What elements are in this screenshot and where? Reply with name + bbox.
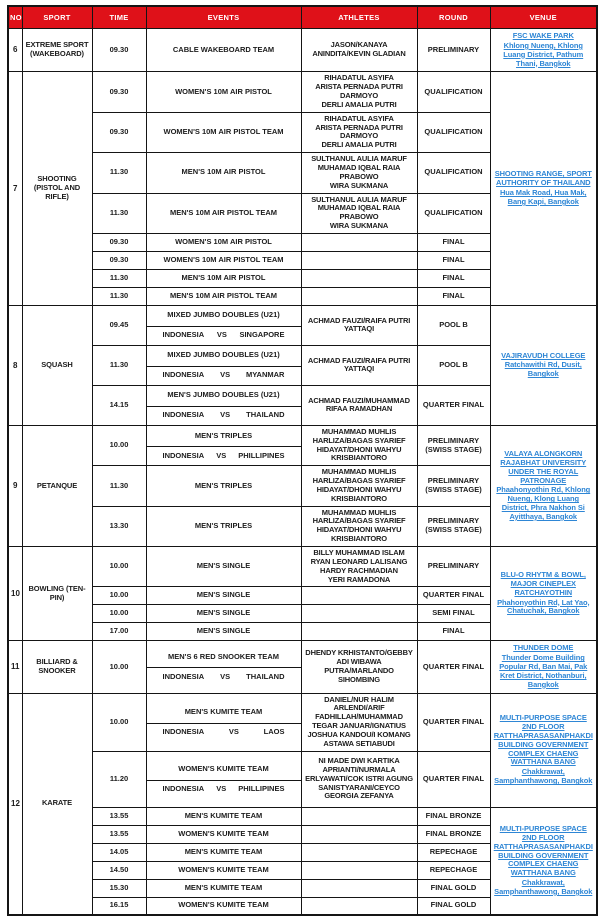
athletes-cell xyxy=(301,251,417,269)
time-cell: 17.00 xyxy=(92,623,146,641)
time-cell: 09.30 xyxy=(92,112,146,152)
time-cell: 10.00 xyxy=(92,547,146,587)
event-cell: WOMEN'S 10M AIR PISTOL TEAM xyxy=(146,251,301,269)
venue-link[interactable] xyxy=(494,714,594,786)
event-cell: MEN'S 10M AIR PISTOL xyxy=(146,269,301,287)
athlete-line: MUHAMAD IQBAL RAIA PRABOWO xyxy=(317,162,401,181)
athlete-line: JASON/KANAYA ANINDITA/KEVIN GLADIAN xyxy=(312,40,406,59)
athlete-line: DHENDY KRHISTANTO/GEBBY ADI WIBAWA PUTRA/MARLANDO SIHOMBING xyxy=(305,648,413,684)
event-name: MEN'S TRIPLES xyxy=(194,430,253,440)
athlete-line: SULTHANUL AULIA MARUF xyxy=(311,154,407,164)
athlete-line: WIRA SUKMANA xyxy=(329,180,389,190)
no-cell: 12 xyxy=(8,693,22,915)
athletes-cell xyxy=(301,861,417,879)
athlete-line: ACHMAD FAUZI/RAIFA PUTRI YATTAQI xyxy=(307,315,411,334)
venue-name: VALAYA ALONGKORN RAJABHAT UNIVERSITY UNDER THE ROYAL PATRONAGE xyxy=(500,449,587,485)
athlete-line: MUHAMMAD MUHLIS HARLIZA/BAGAS SYARIEF HIDAYAT/DHONI WAHYU KRISBIANTORO xyxy=(312,467,406,503)
no-cell: 6 xyxy=(8,29,22,72)
round-cell: QUALIFICATION xyxy=(417,153,490,193)
athlete-line: ACHMAD FAUZI/MUHAMMAD RIFAA RAMADHAN xyxy=(308,395,410,414)
event-name: WOMEN'S KUMITE TEAM xyxy=(178,764,269,774)
event-name: MEN'S JUMBO DOUBLES (U21) xyxy=(167,390,280,400)
venue-cell xyxy=(490,547,597,641)
event-cell: MEN'S 10M AIR PISTOL xyxy=(146,153,301,193)
sport-cell: BILLIARD & SNOOKER xyxy=(22,641,92,693)
match-vs-label: VS xyxy=(220,672,231,682)
round-cell: PRELIMINARY (SWISS STAGE) xyxy=(417,466,490,506)
match-line xyxy=(147,366,301,385)
match-vs-label: VS xyxy=(216,330,227,340)
venue-cell xyxy=(490,72,597,306)
round-cell: REPECHAGE xyxy=(417,843,490,861)
round-cell: QUARTER FINAL xyxy=(417,587,490,605)
event-cell: WOMEN'S 10M AIR PISTOL xyxy=(146,72,301,112)
athletes-cell xyxy=(301,385,417,425)
event-cell: MEN'S KUMITE TEAM xyxy=(146,879,301,897)
athletes-cell xyxy=(301,587,417,605)
match-line xyxy=(147,446,301,465)
time-cell: 11.20 xyxy=(92,751,146,807)
match-away-team: PHILLIPINES xyxy=(238,784,285,794)
round-cell: POOL B xyxy=(417,305,490,345)
venue-address: Chakkrawat, Samphanthawong, Bangkok xyxy=(494,767,593,786)
sport-cell: SQUASH xyxy=(22,305,92,425)
athletes-cell xyxy=(301,29,417,72)
event-cell xyxy=(146,345,301,385)
venue-address: Thunder Dome Building Popular Rd, Ban Mai, Pak Kret District, Nothanburi, Bangkok xyxy=(499,653,588,689)
athletes-cell xyxy=(301,843,417,861)
athletes-cell xyxy=(301,879,417,897)
match-home-team: INDONESIA xyxy=(162,370,205,380)
time-cell: 13.55 xyxy=(92,807,146,825)
venue-link[interactable] xyxy=(494,644,594,689)
venue-name: MULTI-PURPOSE SPACE 2ND FLOOR RATTHAPRASASANPHAKDI BUILDING GOVERNMENT COMPLEX CHAENG WATTHANA BANG xyxy=(493,713,593,767)
venue-name: THUNDER DOME xyxy=(513,643,574,653)
athlete-line: MUHAMAD IQBAL RAIA PRABOWO xyxy=(317,203,401,222)
event-cell: MEN'S SINGLE xyxy=(146,623,301,641)
time-cell: 10.00 xyxy=(92,693,146,751)
venue-name: BLU-O RHYTM & BOWL, MAJOR CINEPLEX RATCHAYOTHIN xyxy=(500,570,586,597)
venue-address: Chakkrawat, Samphanthawong, Bangkok xyxy=(494,878,593,896)
round-cell: FINAL BRONZE xyxy=(417,825,490,843)
event-cell: WOMEN'S KUMITE TEAM xyxy=(146,825,301,843)
header-round: ROUND xyxy=(417,6,490,29)
time-cell: 10.00 xyxy=(92,425,146,465)
venue-link[interactable] xyxy=(494,32,594,68)
athlete-line: NI MADE DWI KARTIKA APRIANTI/NURMALA ERLYAWATI/COK ISTRI AGUNG SANISTYARANI/CEYCO GEORGIA ZEFANYA xyxy=(305,756,413,801)
event-name: MIXED JUMBO DOUBLES (U21) xyxy=(167,350,280,360)
athletes-cell xyxy=(301,547,417,587)
athletes-cell xyxy=(301,287,417,305)
match-vs-label: VS xyxy=(216,784,227,794)
match-home-team: INDONESIA xyxy=(162,727,205,737)
no-cell: 9 xyxy=(8,425,22,546)
athlete-line: BILLY MUHAMMAD ISLAM xyxy=(313,548,405,557)
athletes-cell xyxy=(301,466,417,506)
event-cell xyxy=(146,751,301,807)
match-away-team: MYANMAR xyxy=(246,370,285,380)
time-cell: 10.00 xyxy=(92,641,146,693)
time-cell: 13.30 xyxy=(92,506,146,546)
time-cell: 11.30 xyxy=(92,193,146,233)
match-line xyxy=(147,406,301,425)
time-cell: 14.15 xyxy=(92,385,146,425)
athletes-cell xyxy=(301,269,417,287)
athlete-line: HARDY RACHMADIAN xyxy=(320,565,398,575)
table-row xyxy=(8,547,597,587)
event-cell: WOMEN'S KUMITE TEAM xyxy=(146,861,301,879)
header-venue: VENUE xyxy=(490,6,597,29)
match-away-team: PHILLIPINES xyxy=(238,450,285,460)
athletes-cell xyxy=(301,506,417,546)
venue-name: VAJIRAVUDH COLLEGE xyxy=(501,350,586,360)
athlete-line: MUHAMMAD MUHLIS HARLIZA/BAGAS SYARIEF HIDAYAT/DHONI WAHYU KRISBIANTORO xyxy=(312,507,406,544)
no-cell: 7 xyxy=(8,72,22,306)
round-cell: PRELIMINARY (SWISS STAGE) xyxy=(417,506,490,546)
event-cell: WOMEN'S 10M AIR PISTOL TEAM xyxy=(146,112,301,152)
header-time: TIME xyxy=(92,6,146,29)
event-cell xyxy=(146,693,301,751)
event-cell: WOMEN'S KUMITE TEAM xyxy=(146,897,301,915)
event-name: MIXED JUMBO DOUBLES (U21) xyxy=(167,310,280,320)
header-row xyxy=(8,6,597,29)
sport-cell: KARATE xyxy=(22,693,92,915)
athletes-cell xyxy=(301,193,417,233)
round-cell: FINAL BRONZE xyxy=(417,807,490,825)
round-cell: FINAL xyxy=(417,233,490,251)
venue-address: Phahonyothin Rd, Lat Yao, Chatuchak, Bangkok xyxy=(497,597,590,616)
event-cell xyxy=(146,305,301,345)
no-cell: 11 xyxy=(8,641,22,693)
venue-link[interactable] xyxy=(494,571,594,616)
event-cell: WOMEN'S 10M AIR PISTOL xyxy=(146,233,301,251)
sport-cell: SHOOTING (PISTOL AND RIFLE) xyxy=(22,72,92,306)
sport-cell: PETANQUE xyxy=(22,425,92,546)
event-cell: MEN'S TRIPLES xyxy=(146,506,301,546)
event-name: MEN'S KUMITE TEAM xyxy=(184,707,263,717)
header-athletes: ATHLETES xyxy=(301,6,417,29)
time-cell: 11.30 xyxy=(92,153,146,193)
match-line xyxy=(147,667,301,686)
table-row xyxy=(8,29,597,72)
match-home-team: INDONESIA xyxy=(162,784,205,794)
venue-cell xyxy=(490,693,597,807)
athletes-cell xyxy=(301,425,417,465)
match-line xyxy=(147,780,301,799)
match-vs-label: VS xyxy=(220,410,231,420)
round-cell: FINAL xyxy=(417,251,490,269)
athlete-line: ACHMAD FAUZI/RAIFA PUTRI YATTAQI xyxy=(307,355,411,374)
round-cell: FINAL xyxy=(417,287,490,305)
venue-address: Hua Mak Road, Hua Mak, Bang Kapi, Bangkok xyxy=(499,188,587,206)
time-cell: 10.00 xyxy=(92,587,146,605)
time-cell: 14.50 xyxy=(92,861,146,879)
event-cell xyxy=(146,425,301,465)
match-away-team: SINGAPORE xyxy=(239,330,285,340)
athlete-line: RYAN LEONARD LALISANG xyxy=(310,556,408,566)
time-cell: 16.15 xyxy=(92,897,146,915)
event-cell: MEN'S SINGLE xyxy=(146,547,301,587)
round-cell: QUALIFICATION xyxy=(417,112,490,152)
athletes-cell xyxy=(301,623,417,641)
round-cell: QUALIFICATION xyxy=(417,72,490,112)
table-row xyxy=(8,425,597,465)
round-cell: REPECHAGE xyxy=(417,861,490,879)
venue-cell xyxy=(490,425,597,546)
event-cell: MEN'S KUMITE TEAM xyxy=(146,843,301,861)
venue-link[interactable] xyxy=(494,450,594,522)
round-cell: QUARTER FINAL xyxy=(417,641,490,693)
sport-cell: EXTREME SPORT (WAKEBOARD) xyxy=(22,29,92,72)
event-cell: MEN'S SINGLE xyxy=(146,587,301,605)
time-cell: 13.55 xyxy=(92,825,146,843)
athlete-line: DERLI AMALIA PUTRI xyxy=(321,140,397,150)
table-row xyxy=(8,305,597,345)
time-cell: 11.30 xyxy=(92,269,146,287)
match-vs-label: VS xyxy=(228,727,239,737)
athletes-cell xyxy=(301,825,417,843)
athletes-cell xyxy=(301,751,417,807)
venue-address: Phaahonyothin Rd, Khlong Nueng, Klong Luang District, Phra Nakhon Si Ayitthaya, Bangkok xyxy=(496,485,591,521)
athlete-line: YERI RAMADONA xyxy=(327,574,391,584)
sport-cell: BOWLING (TEN-PIN) xyxy=(22,547,92,641)
time-cell: 15.30 xyxy=(92,879,146,897)
schedule-body xyxy=(8,29,597,916)
round-cell: POOL B xyxy=(417,345,490,385)
no-cell: 10 xyxy=(8,547,22,641)
athletes-cell xyxy=(301,153,417,193)
event-cell: MEN'S SINGLE xyxy=(146,605,301,623)
round-cell: QUARTER FINAL xyxy=(417,385,490,425)
event-cell xyxy=(146,385,301,425)
match-line xyxy=(147,723,301,742)
athlete-line: SULTHANUL AULIA MARUF xyxy=(311,194,407,204)
athletes-cell xyxy=(301,305,417,345)
athletes-cell xyxy=(301,641,417,693)
event-name: MEN'S 6 RED SNOOKER TEAM xyxy=(168,652,279,662)
athlete-line: WIRA SUKMANA xyxy=(329,221,389,231)
athlete-line: RIHADATUL ASYIFA xyxy=(324,113,394,123)
round-cell: FINAL xyxy=(417,623,490,641)
table-row xyxy=(8,641,597,693)
no-cell: 8 xyxy=(8,305,22,425)
round-cell: FINAL xyxy=(417,269,490,287)
venue-name: SHOOTING RANGE, SPORT AUTHORITY OF THAILAND xyxy=(494,169,592,188)
venue-address: Ratchawithi Rd, Dusit, Bangkok xyxy=(504,360,582,379)
round-cell: QUALIFICATION xyxy=(417,193,490,233)
round-cell: FINAL GOLD xyxy=(417,879,490,897)
event-cell xyxy=(146,641,301,693)
athlete-line: DANIEL/NUR HALIM ARLENDI/ARIF FADHILLAH/MUHAMMAD TEGAR JANUAR/IGNATIUS JOSHUA KANDOU/I KOMANG ASTAWA SETIABUDI xyxy=(307,694,411,748)
time-cell: 09.30 xyxy=(92,233,146,251)
match-line xyxy=(147,326,301,345)
match-home-team: INDONESIA xyxy=(162,330,205,340)
table-row xyxy=(8,72,597,112)
time-cell: 10.00 xyxy=(92,605,146,623)
athlete-line: ARISTA PERNADA PUTRI DARMOYO xyxy=(315,122,403,141)
time-cell: 14.05 xyxy=(92,843,146,861)
round-cell: PRELIMINARY xyxy=(417,547,490,587)
table-row xyxy=(8,693,597,751)
venue-name: MULTI-PURPOSE SPACE 2ND FLOOR RATTHAPRASASANPHAKDI BUILDING GOVERNMENT COMPLEX CHAENG WATTHANA BANG xyxy=(493,824,593,878)
athletes-cell xyxy=(301,345,417,385)
round-cell: SEMI FINAL xyxy=(417,605,490,623)
time-cell: 11.30 xyxy=(92,287,146,305)
event-cell: MEN'S KUMITE TEAM xyxy=(146,807,301,825)
venue-link[interactable] xyxy=(494,825,594,897)
time-cell: 11.30 xyxy=(92,345,146,385)
venue-cell xyxy=(490,305,597,425)
time-cell: 09.30 xyxy=(92,72,146,112)
match-vs-label: VS xyxy=(216,450,227,460)
athletes-cell xyxy=(301,897,417,915)
round-cell: QUARTER FINAL xyxy=(417,693,490,751)
athletes-cell xyxy=(301,693,417,751)
match-home-team: INDONESIA xyxy=(162,672,205,682)
event-cell: MEN'S 10M AIR PISTOL TEAM xyxy=(146,193,301,233)
venue-address: Khlong Nueng, Khlong Luang District, Pathum Thani, Bangkok xyxy=(503,40,584,68)
match-home-team: INDONESIA xyxy=(162,450,205,460)
venue-cell xyxy=(490,807,597,915)
venue-name: FSC WAKE PARK xyxy=(512,31,574,40)
time-cell: 09.45 xyxy=(92,305,146,345)
event-cell: CABLE WAKEBOARD TEAM xyxy=(146,29,301,72)
round-cell: PRELIMINARY xyxy=(417,29,490,72)
match-away-team: LAOS xyxy=(263,727,285,737)
round-cell: PRELIMINARY (SWISS STAGE) xyxy=(417,425,490,465)
event-cell: MEN'S 10M AIR PISTOL TEAM xyxy=(146,287,301,305)
athletes-cell xyxy=(301,72,417,112)
time-cell: 09.30 xyxy=(92,29,146,72)
venue-link[interactable] xyxy=(494,170,594,206)
athlete-line: RIHADATUL ASYIFA xyxy=(324,73,394,83)
athlete-line: MUHAMMAD MUHLIS HARLIZA/BAGAS SYARIEF HIDAYAT/DHONI WAHYU KRISBIANTORO xyxy=(312,426,406,463)
athletes-cell xyxy=(301,233,417,251)
round-cell: QUARTER FINAL xyxy=(417,751,490,807)
match-vs-label: VS xyxy=(220,370,231,380)
time-cell: 11.30 xyxy=(92,466,146,506)
venue-cell xyxy=(490,641,597,693)
athletes-cell xyxy=(301,807,417,825)
athletes-cell xyxy=(301,112,417,152)
event-cell: MEN'S TRIPLES xyxy=(146,466,301,506)
athlete-line: DERLI AMALIA PUTRI xyxy=(321,99,397,109)
header-events: EVENTS xyxy=(146,6,301,29)
round-cell: FINAL GOLD xyxy=(417,897,490,915)
table-row xyxy=(8,807,597,825)
schedule-table xyxy=(7,5,598,916)
header-sport: SPORT xyxy=(22,6,92,29)
athletes-cell xyxy=(301,605,417,623)
venue-cell xyxy=(490,29,597,72)
match-away-team: THAILAND xyxy=(246,672,285,682)
header-no: NO xyxy=(8,6,22,29)
venue-link[interactable] xyxy=(494,352,594,380)
athlete-line: ARISTA PERNADA PUTRI DARMOYO xyxy=(315,82,403,101)
match-away-team: THAILAND xyxy=(246,410,285,420)
time-cell: 09.30 xyxy=(92,251,146,269)
match-home-team: INDONESIA xyxy=(162,410,205,420)
